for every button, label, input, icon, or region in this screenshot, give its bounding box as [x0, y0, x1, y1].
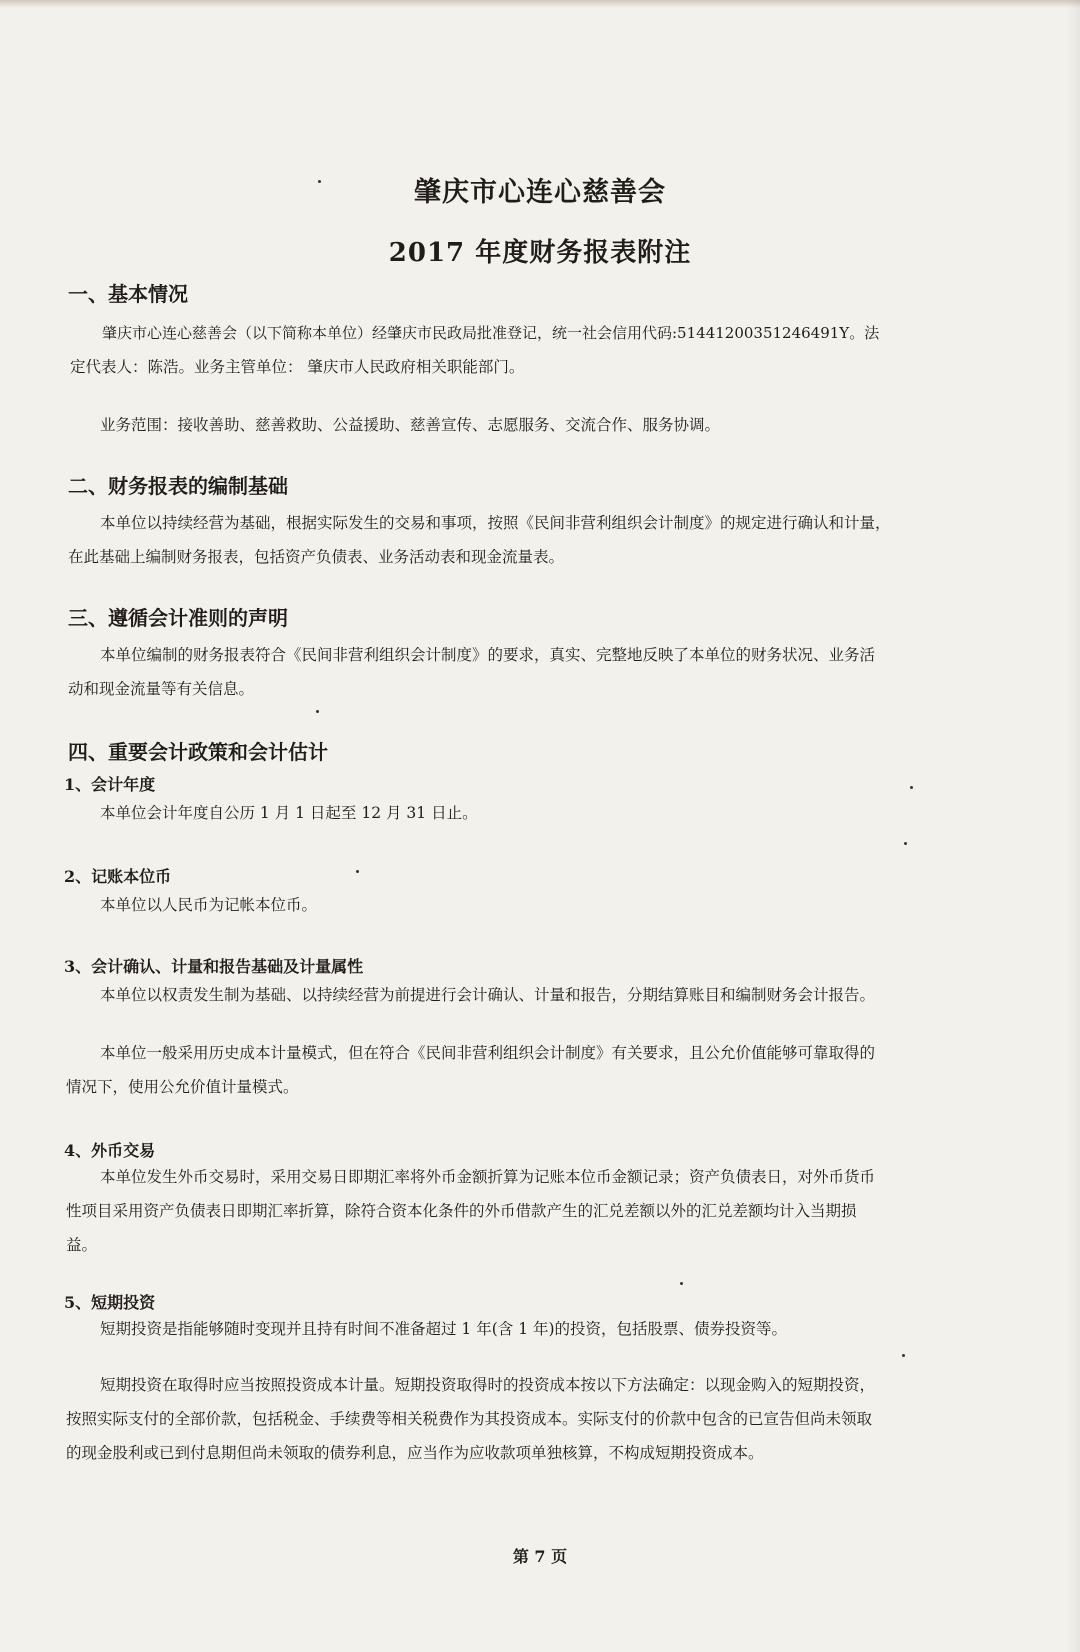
text-line: 性项目采用资产负债表日即期汇率折算，除符合资本化条件的外币借款产生的汇兑差额以外的汇兑差额均计入当期损	[66, 1202, 857, 1220]
scan-speck	[316, 710, 319, 713]
text-line: 益。	[66, 1236, 98, 1254]
text-line: 定代表人：陈浩。业务主管单位： 肇庆市人民政府相关职能部门。	[70, 358, 525, 376]
scan-speck	[910, 786, 913, 789]
section-3-paragraph	[100, 638, 875, 672]
document-subtitle: 2017 年度财务报表附注	[388, 238, 692, 268]
scan-speck	[902, 1354, 905, 1357]
section-1-paragraph-1	[102, 316, 879, 350]
section-2-heading: 二、财务报表的编制基础	[68, 474, 288, 498]
item-1-heading: 1、会计年度	[64, 775, 156, 794]
document-title: 肇庆市心连心慈善会	[414, 177, 666, 208]
section-2-paragraph	[100, 506, 891, 540]
item-3-paragraph-1	[100, 978, 875, 1012]
page-number: 第 7 页	[512, 1547, 568, 1566]
text-line: 按照实际支付的全部价款，包括税金、手续费等相关税费作为其投资成本。实际支付的价款中包含的已宣告但尚未领取	[66, 1410, 873, 1428]
section-1-heading: 一、基本情况	[68, 282, 188, 306]
item-5-heading: 5、短期投资	[64, 1293, 156, 1312]
text-line: 本单位以持续经营为基础，根据实际发生的交易和事项，按照《民间非营利组织会计制度》的规定进行确认和计量，	[100, 514, 891, 532]
text-line: 本单位发生外币交易时，采用交易日即期汇率将外币金额折算为记账本位币金额记录；资产负债表日，对外币货币	[100, 1168, 876, 1186]
item-4-paragraph-cont	[66, 1194, 857, 1262]
item-2-heading: 2、记账本位币	[64, 867, 172, 886]
section-1-paragraph-2	[100, 408, 720, 442]
text-line: 本单位会计年度自公历 1 月 1 日起至 12 月 31 日止。	[100, 804, 478, 822]
text-line: 的现金股利或已到付息期但尚未领取的债券利息，应当作为应收款项单独核算，不构成短期投资成本。	[66, 1444, 764, 1462]
scan-speck	[680, 1282, 683, 1285]
item-3-paragraph-2	[100, 1036, 875, 1070]
item-5-paragraph-2	[100, 1368, 875, 1402]
text-line: 短期投资在取得时应当按照投资成本计量。短期投资取得时的投资成本按以下方法确定：以现金购入的短期投资，	[100, 1376, 876, 1394]
scan-speck	[356, 870, 359, 873]
section-3-paragraph-cont	[68, 672, 254, 706]
text-line: 动和现金流量等有关信息。	[68, 680, 255, 698]
item-5-paragraph-2-cont	[66, 1402, 872, 1470]
section-2-paragraph-cont	[68, 540, 564, 574]
item-4-paragraph	[100, 1160, 875, 1194]
text-line: 短期投资是指能够随时变现并且持有时间不准备超过 1 年(含 1 年)的投资，包括股票、债券投资等。	[100, 1320, 788, 1338]
paper-top-edge	[0, 0, 1080, 8]
text-line: 本单位编制的财务报表符合《民间非营利组织会计制度》的要求，真实、完整地反映了本单位的财务状况、业务活	[100, 646, 876, 664]
text-line: 本单位以人民币为记帐本位币。	[100, 896, 318, 914]
section-4-heading: 四、重要会计政策和会计估计	[68, 740, 328, 764]
text-line: 情况下，使用公允价值计量模式。	[66, 1078, 299, 1096]
item-1-text	[100, 796, 478, 830]
item-2-text	[100, 888, 317, 922]
item-3-paragraph-2-cont	[66, 1070, 299, 1104]
item-4-heading: 4、外币交易	[64, 1141, 156, 1160]
text-line: 肇庆市心连心慈善会（以下简称本单位）经肇庆市民政局批准登记，统一社会信用代码:51441200351246491Y。法	[102, 324, 880, 342]
text-line: 在此基础上编制财务报表，包括资产负债表、业务活动表和现金流量表。	[68, 548, 565, 566]
item-5-paragraph-1	[100, 1312, 787, 1346]
scan-speck	[904, 842, 907, 845]
text-line: 本单位以权责发生制为基础、以持续经营为前提进行会计确认、计量和报告，分期结算账目和编制财务会计报告。	[100, 986, 876, 1004]
section-1-paragraph-1-cont	[70, 350, 524, 384]
scan-speck	[318, 180, 321, 183]
section-3-heading: 三、遵循会计准则的声明	[68, 606, 288, 630]
text-line: 本单位一般采用历史成本计量模式，但在符合《民间非营利组织会计制度》有关要求，且公允价值能够可靠取得的	[100, 1044, 876, 1062]
item-3-heading: 3、会计确认、计量和报告基础及计量属性	[64, 957, 364, 976]
text-line: 业务范围：接收善助、慈善救助、公益援助、慈善宣传、志愿服务、交流合作、服务协调。	[100, 416, 721, 434]
